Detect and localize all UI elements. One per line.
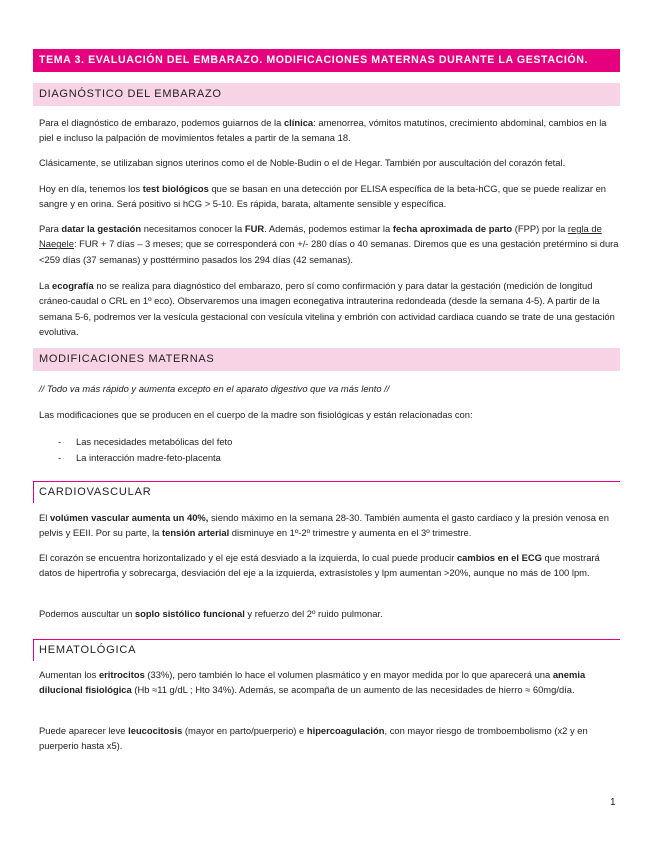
document-title: TEMA 3. EVALUACIÓN DEL EMBARAZO. MODIFICACIONES MATERNAS DURANTE LA GESTACIÓN.	[33, 49, 620, 72]
paragraph-soplo: Podemos auscultar un soplo sistólico funcional y refuerzo del 2º ruido pulmonar.	[39, 608, 383, 619]
subsection-heading-hematologica: HEMATOLÓGICA	[33, 639, 620, 661]
paragraph-volumen-vascular: El volúmen vascular aumenta un 40%, siendo máximo en la semana 28-30. También aumenta el gasto cardiaco y la presión venosa en pelvis y EEII. Por su parte, la tensión arterial disminuye en 1º-2º trimestre y aumenta en el 3º trimestre.	[39, 512, 609, 539]
paragraph-leucocitosis: Puede aparecer leve leucocitosis (mayor en parto/puerperio) e hipercoagulación, con mayor riesgo de tromboembolismo (x2 y en puerperio hasta x5).	[39, 725, 588, 752]
paragraph-signos-uterinos: Clásicamente, se utilizaban signos uterinos como el de Noble-Budin o el de Hegar. También por auscultación del corazón fetal.	[39, 157, 566, 168]
page-number: 1	[610, 797, 616, 808]
paragraph-intro-modificaciones: Las modificaciones que se producen en el cuerpo de la madre son fisiológicas y están relacionadas con:	[39, 409, 473, 420]
list-item: - La interacción madre-feto-placenta	[58, 452, 221, 463]
paragraph-eritrocitos: Aumentan los eritrocitos (33%), pero también lo hace el volumen plasmático y en mayor medida por lo que aparecerá una anemia dilucional fisiológica (Hb ≈11 g/dL ; Hto 34%). Además, se acompaña de un aumento de las necesidades de hierro ≈ 60mg/día.	[39, 669, 586, 696]
list-item: - Las necesidades metabólicas del feto	[58, 436, 233, 447]
paragraph-test-biologicos: Hoy en día, tenemos los test biológicos que se basan en una detección por ELISA específica de la beta-hCG, que se puede realizar en sangre y en orina. Será positivo si hCG > 5-10. Es rápida, barata, altamente sensible y específica.	[39, 183, 607, 210]
section-heading-modificaciones: MODIFICACIONES MATERNAS	[33, 348, 620, 371]
section-heading-diagnostico: DIAGNÓSTICO DEL EMBARAZO	[33, 83, 620, 106]
paragraph-clinica: Para el diagnóstico de embarazo, podemos guiarnos de la clínica: amenorrea, vómitos matutinos, crecimiento abdominal, cambios en la piel e incluso la palpación de movimientos fetales a partir de la semana 18.	[39, 117, 607, 144]
italic-note: // Todo va más rápido y aumenta excepto en el aparato digestivo que va más lento //	[39, 383, 390, 394]
subsection-heading-cardiovascular: CARDIOVASCULAR	[33, 481, 620, 503]
paragraph-datar-gestacion: Para datar la gestación necesitamos conocer la FUR. Además, podemos estimar la fecha aproximada de parto (FPP) por la regla de Naegele: FUR + 7 días – 3 meses; que se corresponderá con +/- 280 días o 40 semanas. Diremos que es una gestación pretérmino si dura <259 días (37 semanas) y posttérmino pasados los 294 días (42 semanas).	[39, 223, 619, 265]
paragraph-ecg: El corazón se encuentra horizontalizado y el eje está desviado a la izquierda, lo cual puede producir cambios en el ECG que mostrará datos de hipertrofia y sobrecarga, desviación del eje a la izquierda, extrasístoles y lpm aumentan >20%, aunque no más de 100 lpm.	[39, 552, 600, 579]
paragraph-ecografia: La ecografía no se realiza para diagnóstico del embarazo, pero sí como confirmación y para datar la gestación (medición de longitud cráneo-caudal o CRL en 1º eco). Observaremos una imagen econegativa intrauterina redondeada (desde la semana 4-5). A partir de la semana 5-6, podremos ver la vesícula gestacional con vesícula vitelina y embrión con actividad cardiaca cuando se trate de una gestación evolutiva.	[39, 280, 615, 338]
